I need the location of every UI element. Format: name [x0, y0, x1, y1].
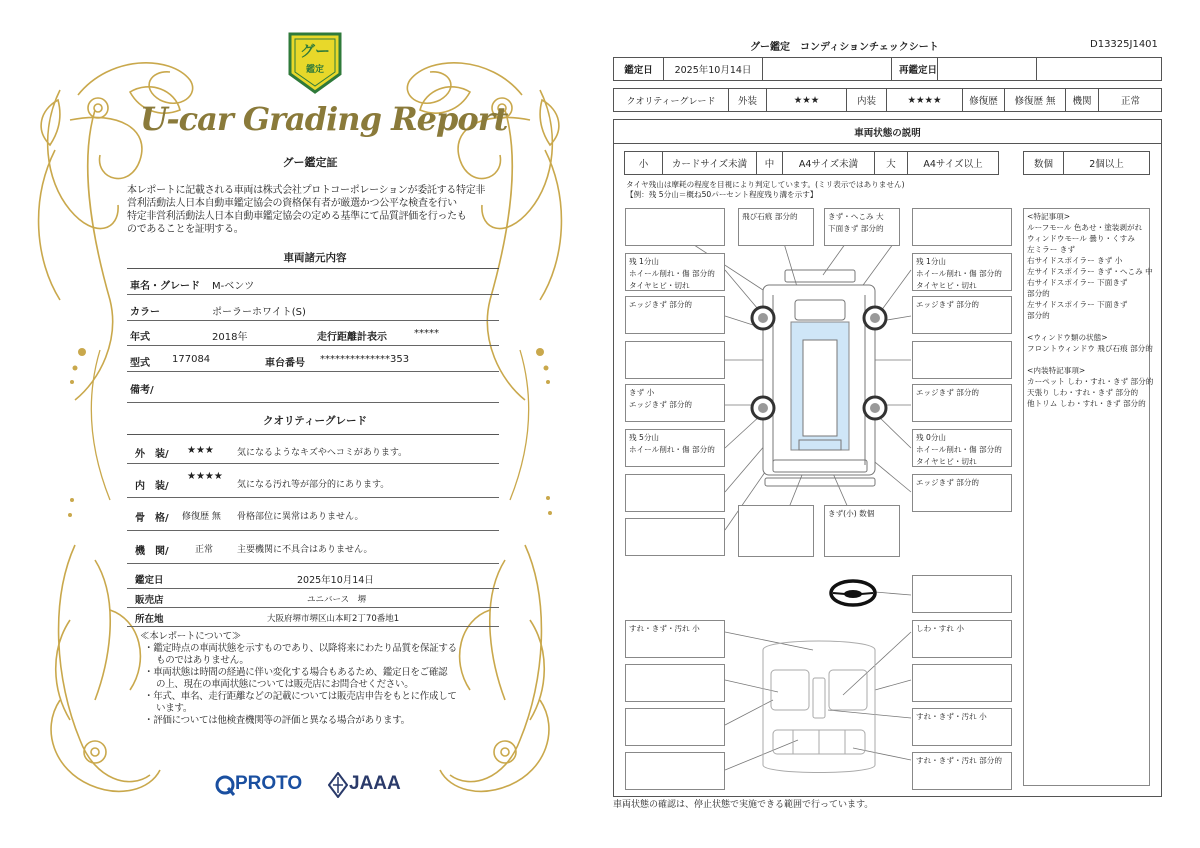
note-box	[912, 208, 1012, 246]
note-box	[738, 505, 814, 557]
spec-section-title: 車両諸元内容	[283, 252, 347, 264]
quality-grade-title: クオリティーグレード	[263, 415, 367, 427]
note-line: ・評価については他検査機関等の評価と異なる場合があります。	[144, 715, 410, 726]
note-box-rear-center	[824, 505, 900, 557]
mileage-value: *****	[414, 328, 439, 339]
note-box-left-rear	[625, 384, 725, 422]
grade-row-exterior	[127, 437, 499, 464]
date-value: 2025年10月14日	[297, 575, 374, 586]
note-line: エッジきず 部分的	[916, 300, 980, 309]
engine-value: 正常	[195, 545, 214, 555]
grade-row-interior	[127, 467, 499, 498]
special-note-line: ウィンドウモール 曇り・くすみ	[1027, 234, 1135, 243]
repair-value: 修復歴 無	[1005, 89, 1066, 111]
spec-row-name	[127, 271, 499, 295]
address-value: 大阪府堺市堺区山本町2丁70番地1	[267, 614, 400, 624]
spec-row-model	[127, 348, 499, 372]
note-line: エッジきず 部分的	[916, 388, 980, 397]
dealer-value: ユニバース 堺	[307, 595, 367, 605]
interior-seats-icon	[763, 641, 875, 773]
int-value: ★★★★	[887, 89, 963, 111]
note-line: います。	[156, 703, 193, 714]
note-line: エッジきず 部分的	[629, 400, 693, 409]
note-line: 残 1分山	[629, 257, 660, 266]
quality-grade-row	[613, 88, 1162, 112]
statement-line: 本レポートに記載される車両は株式会社プロトコーポレーションが委託する特定非	[127, 185, 486, 196]
engine-label: 機関	[1066, 89, 1099, 111]
note-line: エッジきず 部分的	[916, 478, 980, 487]
footnote: 車両状態の確認は、停止状態で実施できる範囲で行っています。	[613, 800, 874, 810]
dealer-label: 販売店	[135, 595, 164, 606]
certificate-title: グー鑑定証	[282, 156, 338, 169]
legend-mid: 中	[757, 152, 783, 174]
note-box	[625, 518, 725, 556]
note-box	[625, 752, 725, 790]
divider	[127, 268, 499, 269]
note-line: ホイール削れ・傷 部分的	[916, 445, 1002, 454]
name-value: M-ベンツ	[212, 281, 255, 292]
note-line: ・年式、車名、走行距離などの記載については販売店申告をもとに作成して	[144, 691, 457, 702]
note-line: きず(小) 数個	[828, 509, 875, 518]
special-note-line: <内装特記事項>	[1027, 366, 1086, 375]
jaaa-emblem-icon	[328, 772, 348, 798]
ext-value: ★★★	[767, 89, 847, 111]
note-line: 残 1分山	[916, 257, 947, 266]
note-line: 飛び石痕 部分的	[742, 212, 798, 221]
special-note-line: フロントウィンドウ 飛び石痕 部分的	[1027, 344, 1153, 353]
special-note-line: 部分的	[1027, 289, 1050, 298]
statement-line: 営利活動法人日本自動車鑑定協会の資格保有者が厳選かつ公平な検査を行い	[127, 198, 457, 209]
address-label: 所在地	[135, 614, 164, 625]
note-box-left-front-edge	[625, 296, 725, 334]
note-box-interior-right-mid	[912, 708, 1012, 746]
legend-count-desc: 2個以上	[1089, 159, 1124, 170]
statement-line: のであることを証明する。	[127, 224, 244, 235]
note-box-front-left-tire	[625, 253, 725, 291]
note-box	[912, 341, 1012, 379]
count-legend	[1023, 151, 1150, 175]
special-note-line: カーペット しわ・すれ・きず 部分的	[1027, 377, 1154, 386]
special-note-line: 部分的	[1027, 311, 1050, 320]
legend-mid-desc: A4サイズ未満	[783, 152, 875, 174]
goo-kantei-badge	[286, 30, 344, 96]
frame-value: 修復歴 無	[182, 512, 221, 522]
special-note-line: <ウィンドウ類の状態>	[1027, 333, 1108, 342]
recheck-divider	[892, 58, 938, 80]
repair-label: 修復歴	[963, 89, 1005, 111]
sheet-title: グー鑑定 コンディションチェックシート	[750, 42, 939, 53]
engine-label: 機 関/	[135, 546, 169, 557]
qg-label: クオリティーグレード	[614, 89, 729, 111]
year-value: 2018年	[212, 332, 248, 343]
spacer	[1027, 321, 1146, 332]
special-note-line: 右サイドスポイラー きず 小	[1027, 256, 1123, 265]
section-title: 車両状態の説明	[614, 120, 1161, 144]
note-line: ・鑑定時点の車両状態を示すものであり、以降将来にわたり品質を保証する	[144, 643, 457, 654]
note-line: ホイール削れ・傷 部分的	[916, 269, 1002, 278]
note-box	[625, 474, 725, 512]
report-notes	[140, 631, 500, 727]
special-note-line: 他トリム しわ・すれ・きず 部分的	[1027, 399, 1146, 408]
note-box	[912, 575, 1012, 613]
interior-stars: ★★★★	[187, 471, 223, 482]
note-box-rear-left-tire	[625, 429, 725, 467]
sponsor-logos	[215, 770, 415, 800]
statement-line: 特定非営利活動法人日本自動車鑑定協会の定める基準にて品質評価を行ったも	[127, 211, 467, 222]
note-line: すれ・きず・汚れ 小	[916, 712, 987, 721]
note-line: しわ・すれ 小	[916, 624, 964, 633]
note-line: ・車両状態は時間の経過に伴い変化する場合もあるため、鑑定日をご確認	[144, 667, 448, 678]
report-title: U-car Grading Report	[140, 100, 508, 138]
note-line: ホイール削れ・傷 部分的	[629, 445, 715, 454]
note-box-interior-left-top	[625, 620, 725, 658]
recheck-date-value	[938, 58, 1037, 80]
special-note-line: 左サイドスポイラー きず・へこみ 中	[1027, 267, 1153, 276]
appraisal-date-row	[613, 57, 1162, 81]
appraisal-date-label: 鑑定日	[614, 58, 664, 80]
date-label: 鑑定日	[135, 575, 164, 586]
engine-text: 主要機関に不具合はありません。	[237, 545, 373, 555]
note-line: エッジきず 部分的	[629, 300, 693, 309]
legend-large: 大	[875, 152, 908, 174]
color-value: ポーラーホワイト(S)	[212, 307, 306, 318]
proto-q-icon	[215, 774, 235, 796]
chassis-label: 車台番号	[265, 358, 305, 369]
note-line: タイヤヒビ・切れ	[916, 281, 977, 290]
note-box-rear-right-tire	[912, 429, 1012, 467]
note-line: すれ・きず・汚れ 小	[629, 624, 700, 633]
spec-row-color	[127, 297, 499, 321]
special-note-line: <特記事項>	[1027, 212, 1071, 221]
notes-title: ≪本レポートについて≫	[140, 631, 242, 642]
legend-small-desc: カードサイズ未満	[663, 152, 757, 174]
mileage-label: 走行距離計表示	[317, 332, 387, 343]
tire-note-example: 【例：残 5分山＝概ね50パーセント程度残り溝を示す】	[626, 190, 818, 199]
badge-top-text: グー	[299, 42, 330, 60]
name-label: 車名・グレード	[130, 281, 200, 292]
note-box	[912, 664, 1012, 702]
note-line: ホイール削れ・傷 部分的	[629, 269, 715, 278]
note-line: タイヤヒビ・切れ	[629, 281, 690, 290]
empty-cell	[1037, 58, 1162, 80]
certificate-statement	[127, 184, 497, 236]
tire-note: タイヤ残山は摩耗の程度を目視により判定しています。(ミリ表示ではありません)	[626, 180, 905, 189]
spacer	[1027, 354, 1146, 365]
grade-row-engine	[127, 534, 499, 564]
note-box	[625, 341, 725, 379]
exterior-label: 外 装/	[135, 449, 169, 460]
color-label: カラー	[130, 307, 160, 318]
special-note-line: ルーフモール 色あせ・塗装剥がれ	[1027, 223, 1143, 232]
badge-bottom-text: 鑑定	[305, 65, 324, 75]
int-label: 内装	[847, 89, 887, 111]
interior-text: 気になる汚れ等が部分的にあります。	[237, 480, 390, 490]
exterior-stars: ★★★	[187, 445, 214, 456]
legend-large-desc: A4サイズ以上	[923, 159, 983, 170]
note-box	[625, 208, 725, 246]
note-box-top-center-2	[824, 208, 900, 246]
summary-row-address	[127, 608, 499, 627]
size-legend	[624, 151, 999, 175]
spec-row-remarks	[127, 375, 499, 403]
spec-row-year	[127, 322, 499, 346]
engine-value: 正常	[1120, 96, 1140, 107]
special-notes-panel	[1023, 208, 1154, 786]
model-label: 型式	[130, 358, 150, 369]
frame-label: 骨 格/	[135, 513, 169, 524]
year-label: 年式	[130, 332, 150, 343]
jaaa-logo-text: JAAA	[349, 773, 401, 794]
note-line: の上、現在の車両状態については販売店にお問合せください。	[156, 679, 414, 690]
legend-count: 数個	[1024, 152, 1064, 174]
note-box-top-center-1	[738, 208, 814, 246]
exterior-text: 気になるようなキズやヘコミがあります。	[237, 448, 408, 458]
note-box-right-rear	[912, 384, 1012, 422]
note-box-right-front-edge	[912, 296, 1012, 334]
model-value: 177084	[172, 354, 211, 365]
note-line: 残 0分山	[916, 433, 947, 442]
note-line: 下面きず 部分的	[828, 224, 884, 233]
note-line: タイヤヒビ・切れ	[916, 457, 977, 466]
frame-text: 骨格部位に異常はありません。	[237, 512, 364, 522]
ext-label: 外装	[729, 89, 767, 111]
recheck-date-label: 再鑑定日	[898, 65, 937, 76]
special-note-line: 左サイドスポイラー 下面きず	[1027, 300, 1128, 309]
note-box-interior-right-bottom	[912, 752, 1012, 790]
legend-small: 小	[625, 152, 663, 174]
interior-label: 内 装/	[135, 481, 169, 492]
note-line: きず・へこみ 大	[828, 212, 884, 221]
note-line: すれ・きず・汚れ 部分的	[916, 756, 1002, 765]
note-box	[625, 664, 725, 702]
car-top-view-icon	[763, 270, 875, 486]
proto-logo-text: PROTO	[235, 773, 303, 794]
summary-row-dealer	[127, 589, 499, 608]
divider	[127, 434, 499, 435]
remarks-label: 備考/	[130, 385, 154, 396]
special-note-line: 右サイドスポイラー 下面きず	[1027, 278, 1128, 287]
note-line: 残 5分山	[629, 433, 660, 442]
special-note-line: 天張り しわ・すれ・きず 部分的	[1027, 388, 1139, 397]
note-box-right-bottom	[912, 474, 1012, 512]
grade-row-frame	[127, 501, 499, 531]
chassis-value: **************353	[320, 354, 410, 365]
empty-cell	[763, 58, 892, 80]
note-line: きず 小	[629, 388, 655, 397]
note-box	[625, 708, 725, 746]
note-box-front-right-tire	[912, 253, 1012, 291]
steering-wheel-icon	[831, 581, 875, 605]
appraisal-date-value: 2025年10月14日	[664, 58, 763, 80]
document-id: D13325J1401	[1090, 39, 1158, 50]
special-note-line: 左ミラー きず	[1027, 245, 1075, 254]
summary-row-date	[127, 567, 499, 589]
note-line: ものではありません。	[156, 655, 249, 666]
note-box-interior-right-top	[912, 620, 1012, 658]
